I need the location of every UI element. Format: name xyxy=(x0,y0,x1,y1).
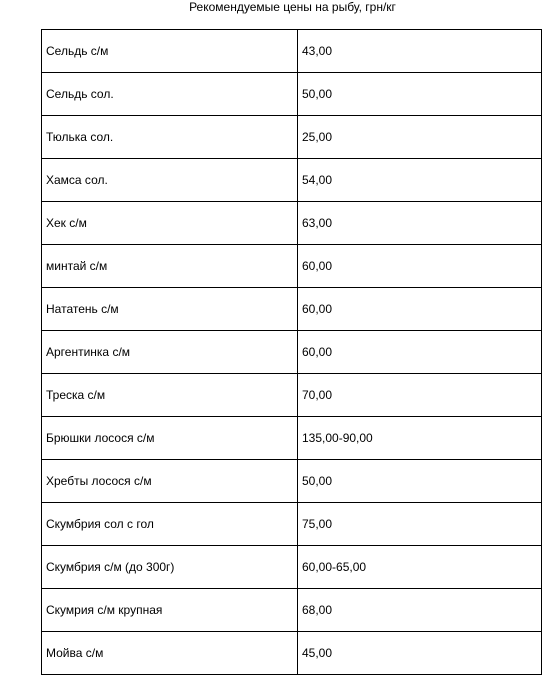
fish-price-cell: 60,00 xyxy=(298,288,542,331)
fish-price-cell: 60,00 xyxy=(298,245,542,288)
fish-price-cell: 68,00 xyxy=(298,589,542,632)
fish-price-cell: 75,00 xyxy=(298,503,542,546)
fish-name-cell: Тюлька сол. xyxy=(42,116,298,159)
table-row xyxy=(42,331,542,374)
fish-name-cell: Брюшки лосося с/м xyxy=(42,417,298,460)
table-caption: Рекомендуемые цены на рыбу, грн/кг xyxy=(189,0,396,14)
fish-name-cell: Сельдь с/м xyxy=(42,30,298,73)
table-row xyxy=(42,374,542,417)
fish-price-cell: 43,00 xyxy=(298,30,542,73)
table-row xyxy=(42,159,542,202)
fish-price-cell: 70,00 xyxy=(298,374,542,417)
price-table-body xyxy=(42,30,542,675)
fish-price-cell: 25,00 xyxy=(298,116,542,159)
table-row xyxy=(42,73,542,116)
fish-name-cell: Сельдь сол. xyxy=(42,73,298,116)
fish-name-cell: Нататень с/м xyxy=(42,288,298,331)
fish-price-cell: 63,00 xyxy=(298,202,542,245)
table-row xyxy=(42,288,542,331)
fish-name-cell: Мойва с/м xyxy=(42,632,298,675)
fish-price-cell: 50,00 xyxy=(298,73,542,116)
fish-price-cell: 60,00-65,00 xyxy=(298,546,542,589)
table-row xyxy=(42,417,542,460)
fish-price-cell: 50,00 xyxy=(298,460,542,503)
fish-name-cell: Треска с/м xyxy=(42,374,298,417)
fish-name-cell: Скумбрия сол с гол xyxy=(42,503,298,546)
fish-name-cell: Хамса сол. xyxy=(42,159,298,202)
table-row xyxy=(42,632,542,675)
table-row xyxy=(42,589,542,632)
fish-price-cell: 54,00 xyxy=(298,159,542,202)
fish-name-cell: Скумбрия с/м (до 300г) xyxy=(42,546,298,589)
table-row xyxy=(42,503,542,546)
fish-name-cell: Хребты лосося с/м xyxy=(42,460,298,503)
fish-price-cell: 60,00 xyxy=(298,331,542,374)
fish-price-cell: 135,00-90,00 xyxy=(298,417,542,460)
table-row xyxy=(42,202,542,245)
fish-name-cell: Скумрия с/м крупная xyxy=(42,589,298,632)
fish-name-cell: Аргентинка с/м xyxy=(42,331,298,374)
fish-name-cell: Хек с/м xyxy=(42,202,298,245)
fish-name-cell: минтай с/м xyxy=(42,245,298,288)
table-row xyxy=(42,245,542,288)
fish-price-cell: 45,00 xyxy=(298,632,542,675)
table-row xyxy=(42,116,542,159)
price-table xyxy=(41,29,542,675)
table-row xyxy=(42,460,542,503)
table-row xyxy=(42,30,542,73)
table-row xyxy=(42,546,542,589)
